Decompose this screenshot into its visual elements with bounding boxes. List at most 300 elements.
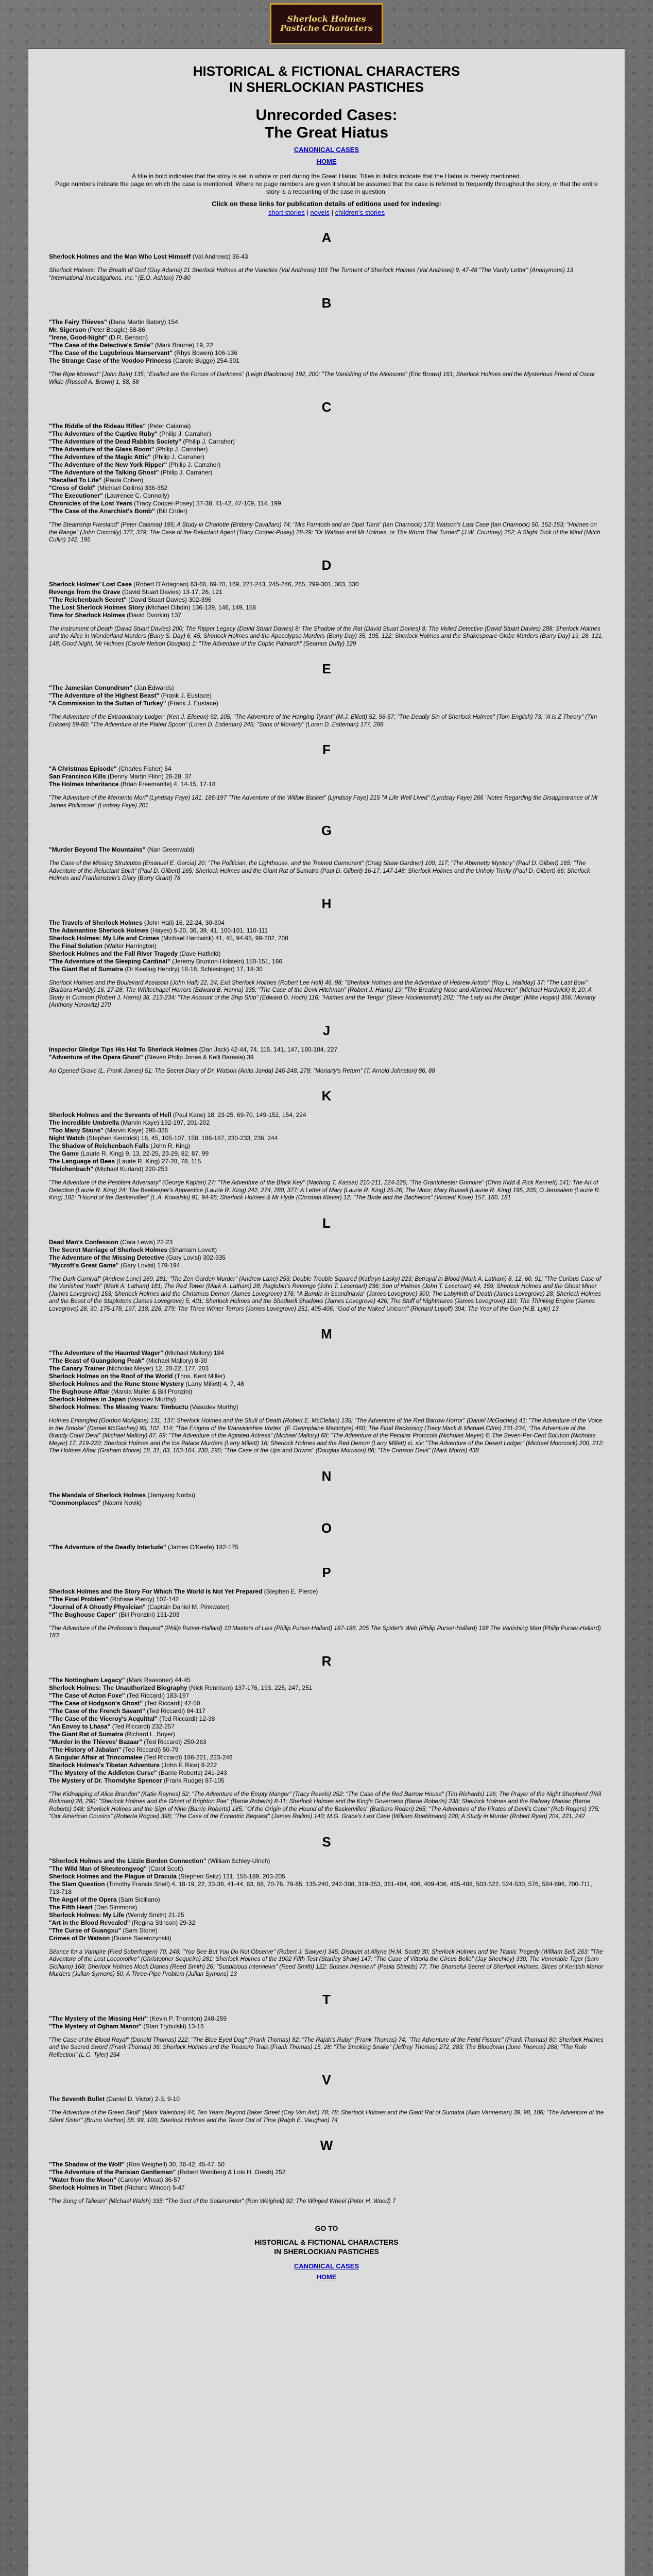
- entry-title: Time for Sherlock Holmes: [49, 611, 125, 619]
- list-item: [49, 588, 604, 596]
- list-item: [49, 1865, 604, 1873]
- short-stories-link[interactable]: short stories: [268, 209, 305, 216]
- page-title: [49, 63, 604, 95]
- section-letter: C: [321, 399, 332, 415]
- entry-title: "Recalled To Life": [49, 477, 102, 484]
- list-item: [49, 453, 604, 461]
- list-item: [49, 430, 604, 438]
- entry-details: (Larry Millett) 4, 7, 48: [184, 1380, 244, 1387]
- section-notes: "The Adventure of the Extraordinary Lodger" (Ken J. Eliseon) 92, 105; "The Adventure of the Hanging Tyrant" (M.J. Elliott) 52, 56-57; "The Deadly Sin of Sherlock Holmes" (Tom English) 73; "A is Z Theory" (Tim Eriksen) 59-60; "The Adventure of the Plated Spoon" (Loren D. Estleman) 245; "Sons of Moriarty" (Loren D. Estleman) 177, 288: [49, 714, 597, 728]
- list-item: [49, 1746, 604, 1754]
- list-item: [49, 1896, 604, 1904]
- section-notes: "The Kidnapping of Alice Brandon" (Katie Raynes) 52; "The Adventure of the Empty Manger" (Tracy Revels) 252; "The Case of the Red Barrow House" (Tim Richards) 196; The Prayer of the Night Shepherd (Phil Rickman) 28, 290; "Sherlock Holmes and the Ghost of Brighton Pier" (Barrie Roberts) 8-11; Sherlock Holmes and the King's Governess (Barrie Roberts) 238; Sherlock Holmes and the Railway Maniac (Barrie Roberts) 148; Sherlock Holmes and the Sign of Nine (Barrie Roberts) 185; "Of the Origin of the Hound of the Baskervilles" (Barbara Roden) 265; "The Adventure of the Pirates of Devil's Cape" (Rob Rogers) 375; "Our American Cousins" (Roberta Rogow) 398; "The Case of the Eccentric Bequest" (James Rollins) 140; M.G. Grace's Last Case (William Ruehlmann) 220; A Study in Murder (Robert Ryan) 204, 221, 242: [49, 1791, 602, 1820]
- list-item: [49, 1349, 604, 1357]
- entry-details: (Stephen Kendrick) 16, 45, 105-107, 158, 186-187, 230-233, 236, 244: [84, 1134, 278, 1142]
- entry-list: [49, 684, 604, 707]
- entry-details: (Richard Wincor) 5-47: [123, 2184, 185, 2191]
- list-item: [49, 2023, 604, 2030]
- list-item: [49, 477, 604, 484]
- entry-title: "The Beast of Guangdong Peak": [49, 1357, 145, 1364]
- list-item: [49, 700, 604, 707]
- list-item: [49, 1761, 604, 1769]
- entry-details: (Denny Martin Flinn) 26-28, 37: [106, 773, 192, 780]
- entry-details: (Michael Mallory) 184: [163, 1349, 224, 1357]
- entry-title: Revenge from the Grave: [49, 588, 121, 596]
- list-item: [49, 1919, 604, 1927]
- entry-list: [49, 1588, 604, 1619]
- entry-list: [49, 1046, 604, 1061]
- entry-details: (Mark Bourne) 19, 22: [153, 342, 214, 349]
- entry-title: "The Riddle of the Rideau Rifles": [49, 422, 146, 430]
- entry-details: (Sam Stone): [121, 1926, 158, 1934]
- list-item: [49, 334, 604, 342]
- entry-list: [49, 1544, 604, 1551]
- list-item: [49, 1165, 604, 1173]
- list-item: [49, 1372, 604, 1380]
- entry-title: "The Adventure of the Glass Room": [49, 446, 154, 453]
- list-item: [49, 1262, 604, 1269]
- entry-title: "Journal of A Ghostly Physician": [49, 1603, 146, 1611]
- section-notes: "The Case of the Blood Royal" (Donald Thomas) 222; "The Blue Eyed Dog" (Frank Thomas) 82; "The Rajah's Ruby" (Frank Thomas) 74; "The Adventure of the Fetid Fissure" (Frank Thomas) 80; Sherlock Holmes and the Sacred Sword (Frank Thomas) 36; Sherlock Holmes and the Treasure Train (Frank Thomas) 15, 28; "The Smoking Snake" (Jeffrey Thomas) 272, 283; The Bloodman (June Thomas) 288; "The Rale Reflection" (L.C. Tyler) 254: [49, 2037, 604, 2058]
- entry-details: (Carolyn Wheat) 36-57: [116, 2176, 181, 2183]
- list-item: [49, 1857, 604, 1865]
- entry-title: The Final Solution: [49, 942, 102, 950]
- section-notes: "The Adventure of the Green Skull" (Mark Valentine) 44; Ten Years Beyond Baker Street (Cay Van Ash) 78; 78; Sherlock Holmes and the Giant Rat of Sumatra (Alan Vanneman) 39, 98, 106; "The Adventure of the Silent Sister" (Bruno Vachon) 58, 99, 100; Sherlock Holmes and the Terror Out of Time (Ralph E. Vaughan) 74: [49, 2110, 604, 2124]
- section-o: [49, 1520, 604, 1551]
- entry-title: The Strange Case of the Voodoo Princess: [49, 357, 171, 364]
- list-item: [49, 1707, 604, 1715]
- entry-list: [49, 2095, 604, 2103]
- section-notes: Séance for a Vampire (Fred Saberhagen) 70, 248; "You See But You Do Not Observe" (Robert J. Sawyer) 345; Disquiet at Allyne (H.M. Scott) 30; Sherlock Holmes and the Titanic Tragedy (William Seil) 263; "The Adventure of the Lost Locomotive" (Christopher Sequeira) 281; Sherlock Holmes of the 1902 Fifth Test (Stanley Shaw) 147; "The Case of Vittoria the Circus Belle" (Jay Shechley) 330; The Venerable Tiger (Sam Siciliano) 168; Sherlock Holmes Mock Diaries (Reed Smith) 26; "Suspicious Interviews" (Reed Smith) 122; Sussex Interview" (Paula Shields) 77; The Shameful Secret of Sherlock Holmes: Slices of Kentish Manor Murders (Julian Symons) 50; A Three-Pipe Problem (Julian Symons) 13: [49, 1948, 604, 1977]
- entry-title: "The Final Problem": [49, 1595, 109, 1603]
- entry-details: (Michael Hardwick) 41, 45, 94-95, 99-202, 208: [159, 934, 288, 942]
- entry-details: (Lawrence C. Connolly): [102, 492, 169, 499]
- section-letter: D: [321, 557, 332, 573]
- entry-title: "The Adventure of the Sleeping Cardinal": [49, 957, 170, 965]
- section-j: [49, 1023, 604, 1075]
- list-item: [49, 846, 604, 854]
- entry-title: "The Bughouse Caper": [49, 1611, 117, 1618]
- section-v: [49, 2072, 604, 2124]
- entry-details: (Robert D'Artagnan) 63-66, 69-70, 169, 221-243, 245-246, 265, 299-301, 303, 330: [131, 580, 359, 588]
- entry-title: "Commonplaces": [49, 1499, 101, 1506]
- entry-details: (Frank Rudge) 87-105: [162, 1776, 225, 1784]
- entry-title: Sherlock Holmes in Japan: [49, 1396, 126, 1403]
- entry-details: (Ted Riccardi) 84-117: [145, 1707, 205, 1715]
- entry-title: "The Adventure of the Captive Ruby": [49, 430, 158, 437]
- list-item: [49, 2176, 604, 2184]
- list-item: [49, 942, 604, 950]
- list-item: [49, 1127, 604, 1134]
- list-item: [49, 1365, 604, 1372]
- entry-details: (Cara Lewis) 22-23: [118, 1238, 173, 1246]
- entry-title: "The Adventure of the Haunted Wager": [49, 1349, 163, 1357]
- list-item: [49, 357, 604, 365]
- entry-title: The Adamantine Sherlock Holmes: [49, 926, 149, 934]
- entry-title: "The Shadow of the Wolf": [49, 2161, 125, 2168]
- list-item: [49, 507, 604, 515]
- list-item: [49, 1880, 604, 1896]
- novels-link[interactable]: novels: [310, 209, 330, 216]
- entry-details: (Ted Riccardi) 12-38: [157, 1715, 215, 1722]
- footer-home-link[interactable]: HOME: [316, 2273, 337, 2281]
- list-item: [49, 318, 604, 326]
- entry-title: Inspector Gledge Tips His Hat To Sherlock Holmes: [49, 1045, 198, 1053]
- section-letter: P: [322, 1564, 331, 1580]
- list-item: [49, 692, 604, 700]
- section-letter: J: [322, 1022, 331, 1038]
- list-item: [49, 1715, 604, 1723]
- section-notes: The Case of the Missing Strutcutos (Emanuel E. Garcia) 20; "The Politician, the Lighthouse, and the Trained Cormorant" (Craig Shaw Gardner) 100, 117; "The Abernetty Mystery" (Paul D. Gilbert) 165; "The Adventure of the Reluctant Spirit" (Paul D. Gilbert) 165; Sherlock Holmes and the Giant Rat of Sumatra (Paul D. Gilbert) 16-17, 147-148; Sherlock Holmes and the Unholy Trinity (Paul D. Gilbert) 66; Sherlock Holmes and Frankenstein's Diary (Barry Grant) 78: [49, 860, 590, 882]
- entry-title: "The Reichenbach Secret": [49, 596, 127, 603]
- entry-title: Sherlock Holmes and the Fall River Tragedy: [49, 950, 178, 957]
- section-letter: E: [322, 661, 331, 676]
- entry-title: "Cross of Gold": [49, 484, 96, 492]
- entry-details: (Barrie Roberts) 241-243: [157, 1769, 227, 1776]
- section-notes: Sherlock Holmes: The Breath of God (Guy Adams) 21 Sherlock Holmes at the Varieties (Val Andrews) 103 The Torment of Sherlock Holmes (Val Andrews) 9, 47-48 "The Vanity Letter" (Anonymous) 13 "International Investigations, Inc." (E.O. Ashton) 79-80: [49, 267, 573, 281]
- entry-list: [49, 1111, 604, 1173]
- list-item: [49, 1927, 604, 1935]
- list-item: [49, 958, 604, 965]
- entry-title: "The Case of the Lugubrious Manservant": [49, 349, 173, 357]
- entry-title: Sherlock Holmes: The Missing Years: Timbuctu: [49, 1403, 188, 1411]
- list-item: [49, 2095, 604, 2103]
- entry-details: (Ted Riccardi) 183-197: [125, 1691, 190, 1699]
- entry-details: (Michael Collins) 336-352: [95, 484, 168, 492]
- entry-details: (John R. King): [149, 1142, 191, 1149]
- section-notes: "The Adventure of the Memento Mori" (Lyndsay Faye) 181, 186-197 "The Adventure of the Willow Basket" (Lyndsay Faye) 215 "A Life Well Lived" (Lyndsay Faye) 266 "Notes Regarding the Disappearance of Mr James Phillimore" (Lindsay Faye) 201: [49, 795, 598, 809]
- entry-title: "A Commission to the Sultan of Turkey": [49, 700, 166, 707]
- list-item: [49, 469, 604, 477]
- section-letter: V: [322, 2072, 331, 2088]
- list-item: [49, 349, 604, 357]
- entry-details: (Carol Scott): [146, 1865, 183, 1872]
- entry-title: Sherlock Holmes and the Servants of Hell: [49, 1111, 171, 1118]
- section-notes: "The Adventure of the Pestilent Adversary" (George Kaplan) 27; "The Adventure of the Black Key" (Nachiog T. Kassai) 210-211, 224-225; "The Grantchester Grimoire" (Chris Kidd & Rick Kennett) 141; The Art of Detection (Laurie R. King) 24; The Beekeeper's Apprentice (Laurie R. King) 242, 274, 280, 377; A Letter of Mary (Laurie R. King) 25-26; The Moor; Mary Russell (Laurie R. King) 195, 205; O Jerusalem (Laurie R. King) 182; "Hound of the Baskervilles" (L.A. Kowalski) 91, 94-95; Sherlock Holmes & Mr Hyde (Christian Klaver) 12; "The Bride and the Bachelors" (Vincent Kove) 157, 160, 181: [49, 1180, 600, 1201]
- list-item: [49, 1134, 604, 1142]
- list-item: [49, 446, 604, 453]
- entry-details: (Wendy Smith) 21-25: [124, 1911, 184, 1919]
- section-m: [49, 1326, 604, 1455]
- entry-title: Sherlock Holmes in Tibet: [49, 2184, 123, 2191]
- intro-line-2: Page numbers indicate the page on which the case is mentioned. Where no page numbers are given it should be assumed that the case is referred to frequently throughout the story, or that the entire story is a recounting of the case in question.: [55, 180, 598, 195]
- entry-list: [49, 581, 604, 619]
- list-item: [49, 684, 604, 692]
- entry-details: (Regina Stinson) 29-32: [130, 1919, 196, 1926]
- entry-details: (Peter Beagle) 58-86: [86, 326, 145, 333]
- entry-title: "The Adventure of the Parisian Gentleman": [49, 2168, 176, 2176]
- list-item: [49, 1588, 604, 1596]
- entry-details: (Tracy Cooper-Posey) 37-38, 41-42, 47-109, 114, 199: [132, 500, 281, 507]
- list-item: [49, 1119, 604, 1127]
- list-item: [49, 500, 604, 507]
- entry-details: (Charles Fisher) 64: [116, 765, 171, 772]
- section-letter: R: [321, 1653, 332, 1669]
- footer-title-line-2: IN SHERLOCKIAN PASTICHES: [274, 2247, 379, 2256]
- entry-details: (Philip J. Carraher): [167, 461, 221, 468]
- entry-title: San Francisco Kills: [49, 773, 106, 780]
- section-letter: A: [321, 230, 332, 245]
- section-g: [49, 823, 604, 883]
- footer-home-row: [49, 2273, 604, 2281]
- entry-title: Sherlock Holmes and the Man Who Lost Himself: [49, 253, 191, 260]
- section-letter: H: [321, 895, 332, 911]
- entry-details: (Vasudev Murthy): [126, 1396, 176, 1403]
- entry-details: (John F. Rice) 8-222: [159, 1761, 217, 1769]
- entry-details: (Gary Lovisi) 302-335: [164, 1253, 226, 1261]
- entry-list: [49, 765, 604, 788]
- entry-details: (Captain Daniel M. Pinkwater): [145, 1603, 230, 1611]
- entry-list: [49, 253, 604, 261]
- entry-details: (Ron Weighell) 30, 36-42, 45-47, 50: [125, 2161, 225, 2168]
- list-item: [49, 1544, 604, 1551]
- entry-title: The Game: [49, 1150, 79, 1157]
- entry-title: "Sherlock Holmes and the Lizzie Borden Connection": [49, 1857, 207, 1865]
- list-item: [49, 1254, 604, 1262]
- entry-details: (Stan Trybulski) 13-16: [142, 2022, 204, 2030]
- list-item: [49, 1935, 604, 1942]
- entry-details: (John Hall) 16, 22-24, 30-304: [142, 919, 225, 926]
- entry-details: (Nick Rennison) 137-176, 193, 225, 247, 251: [187, 1684, 313, 1691]
- list-item: [49, 1380, 604, 1388]
- list-item: [49, 253, 604, 261]
- entry-details: (Ted Riccardi) 186-221, 223-246: [142, 1753, 233, 1761]
- entry-title: "The Jamesian Conundrum": [49, 684, 133, 691]
- entry-details: (Sharriam Lovett): [167, 1246, 217, 1253]
- entry-details: (James O'Keefe) 182-175: [166, 1543, 239, 1551]
- entry-details: (Carole Bugge) 254-301: [171, 357, 239, 364]
- entry-details: (Walter Harrington): [102, 942, 157, 950]
- entry-details: (D.R. Benson): [107, 334, 148, 341]
- section-notes: Holmes Entangled (Gordon McAlpine) 131, 137; Sherlock Holmes and the Skull of Death (Robert E. McClellan) 135; "The Adventure of the Red Barrow Horror" (Daniel McGachey) 41; "The Adventure of the Voice in the Smoke" (Daniel McGachey) 95, 102, 114; "The Enigma of the Warwickshire Vortex" (F. Gwynplaine MacIntyre) 460; The Final Reckoning (Tracy Mack & Michael Citrin) 231-234; "The Adventure of the Brandy Court Devil" (Michael Mallory) 87, 89; "The Adventure of the Agitated Actress" (Michael Mallory) 68; "The Adventure of the Peculiar Protocols (Nicholas Meyer) 6; The Seven-Per-Cent Solution (Nicholas Meyer) 17, 219-220; Sherlock Holmes and the Ice Palace Murders (Larry Millett) 16; Sherlock Holmes and the Red Demon (Larry Millett) xi, xiv; "The Adventure of the Desert Lodger" (Michael Moorcock) 200, 212; The Holmes Affair (Graham Moore) 18, 31, 83, 163-164, 230, 295; "The Case of the Ups and Downs" (Douglas Morrison) 86; "The Crimson Devil" (Mark Morris) 438: [49, 1418, 604, 1454]
- entry-details: (Dan Jack) 42-44, 74, 115, 141, 147, 180-184, 227: [197, 1045, 338, 1053]
- entry-details: (Dave Hatfield): [178, 950, 221, 957]
- list-item: [49, 1492, 604, 1499]
- entry-title: Sherlock Holmes and the Plague of Dracula: [49, 1872, 177, 1880]
- entry-list: [49, 2015, 604, 2030]
- intro-line-1: A title in bold indicates that the story is set in whole or part during the Great Hiatus. Titles in italics indicate that the Hiatus is merely mentioned.: [132, 173, 521, 180]
- entry-title: "The Mystery of the Addleton Curse": [49, 1769, 157, 1776]
- entry-title: The Travels of Sherlock Holmes: [49, 919, 143, 926]
- entry-details: (Nan Greenwald): [145, 846, 195, 853]
- entry-details: (Vasudev Murthy): [188, 1403, 238, 1411]
- entry-title: "The History of Jabalan": [49, 1745, 122, 1753]
- entry-details: (Nicholas Meyer) 12, 20-22, 177, 203: [105, 1365, 209, 1372]
- list-item: [49, 1158, 604, 1165]
- entry-title: "Reichenbach": [49, 1165, 94, 1173]
- entry-details: (Jeremy Brunton-Holstein) 150-151, 166: [170, 957, 283, 965]
- list-item: [49, 1111, 604, 1119]
- entry-details: (Thos. Kent Miller): [173, 1372, 225, 1380]
- section-e: [49, 661, 604, 728]
- entry-details: (Michael Dibdin) 136-139, 146, 149, 156: [144, 603, 256, 611]
- index-sections: [49, 230, 604, 2206]
- list-item: [49, 919, 604, 927]
- entry-title: "The Adventure of the Deadly Interlude": [49, 1543, 166, 1551]
- entry-details: (David Stuart Davies) 302-396: [126, 596, 212, 603]
- entry-title: Sherlock Holmes's Tibetan Adventure: [49, 1761, 160, 1769]
- canonical-cases-link[interactable]: CANONICAL CASES: [294, 146, 359, 154]
- entry-title: "The Case of Hodgson's Ghost": [49, 1699, 143, 1707]
- entry-details: (Hayes) 5-20, 36, 39, 41, 100-101, 110-111: [148, 926, 268, 934]
- section-a: [49, 230, 604, 282]
- site-banner[interactable]: [270, 3, 383, 44]
- entry-title: "Art in the Blood Revealed": [49, 1919, 130, 1926]
- list-item: [49, 1911, 604, 1919]
- list-item: [49, 1403, 604, 1411]
- list-item: [49, 1723, 604, 1731]
- entry-title: Crimes of Dr Watson: [49, 1934, 110, 1942]
- list-item: [49, 1777, 604, 1785]
- list-item: [49, 1684, 604, 1692]
- footer-canonical-row: [49, 2262, 604, 2270]
- list-item: [49, 1239, 604, 1246]
- entry-details: (Ted Riccardi) 50-79: [121, 1745, 179, 1753]
- entry-title: The Giant Rat of Sumatra: [49, 1730, 124, 1738]
- entry-list: [49, 846, 604, 854]
- entry-list: [49, 318, 604, 365]
- entry-details: (Philip J. Carraher): [157, 430, 211, 437]
- entry-details: (Daniel D. Victor) 2-3, 9-10: [105, 2095, 180, 2103]
- section-letter: T: [322, 1991, 331, 2007]
- list-item: [49, 1499, 604, 1507]
- entry-title: "The Adventure of the Dead Rabbits Society": [49, 438, 181, 445]
- entry-details: (Frank J. Eustace): [166, 700, 218, 707]
- entry-title: The Shadow of Reichenbach Falls: [49, 1142, 149, 1149]
- entry-list: [49, 1857, 604, 1942]
- entry-details: (Richard L. Boyer): [123, 1730, 175, 1738]
- main-content: [28, 48, 625, 2576]
- entry-details: (Steven Philip Jones & Kelli Barasia) 39: [143, 1053, 254, 1061]
- entry-title: The Language of Bees: [49, 1158, 115, 1165]
- entry-details: (Ted Riccardi) 232-257: [110, 1722, 175, 1730]
- entry-title: "The Adventure of the Highest Beast": [49, 692, 160, 699]
- entry-details: (Bill Crider): [154, 507, 188, 515]
- entry-details: (Marcia Muller & Bill Pronzini): [109, 1388, 193, 1395]
- nav-home-row: [49, 158, 604, 165]
- list-item: [49, 1611, 604, 1619]
- entry-title: The Giant Rat of Sumatra: [49, 965, 124, 973]
- entry-details: (Bill Pronzini) 131-203: [117, 1611, 180, 1618]
- entry-details: (Robert Weinberg & Lois H. Gresh) 252: [176, 2168, 286, 2176]
- entry-details: (Naomi Novik): [100, 1499, 142, 1506]
- entry-details: (Rhys Bowen) 106-136: [173, 349, 238, 357]
- intro-text: [49, 173, 604, 196]
- list-item: [49, 1046, 604, 1054]
- entry-title: "Mycroft's Great Game": [49, 1261, 119, 1269]
- title-line-1: HISTORICAL & FICTIONAL CHARACTERS: [193, 63, 460, 79]
- list-item: [49, 342, 604, 349]
- entry-details: (Laurie R. King) 27-28, 78, 115: [115, 1158, 201, 1165]
- entry-title: "The Curse of Guangxu": [49, 1926, 122, 1934]
- entry-title: "An Envoy to Lhasa": [49, 1722, 111, 1730]
- list-item: [49, 1596, 604, 1603]
- list-item: [49, 422, 604, 430]
- section-b: [49, 295, 604, 386]
- childrens-stories-link[interactable]: children's stories: [335, 209, 385, 216]
- entry-details: (Philip J. Carraher): [159, 469, 213, 476]
- entry-title: Sherlock Holmes on the Roof of the World: [49, 1372, 173, 1380]
- entry-title: "The Executioner": [49, 492, 103, 499]
- entry-details: (Mark Reasoner) 44-45: [125, 1676, 191, 1684]
- entry-details: (Laurie R. King) 9, 13, 22-25, 23-29, 82, 87, 99: [79, 1150, 209, 1157]
- list-item: [49, 1769, 604, 1777]
- section-s: [49, 1834, 604, 1978]
- entry-title: Mr. Sigerson: [49, 326, 87, 333]
- entry-list: [49, 1239, 604, 1269]
- footer-canonical-cases-link[interactable]: CANONICAL CASES: [294, 2262, 359, 2270]
- entry-details: (Marvin Kaye) 192-197, 201-202: [119, 1119, 210, 1126]
- entry-details: (Timothy Francis Shell) 4, 18-19, 22, 33-38, 41-44, 63, 68, 70-76, 79-85, 135-240, 242-308, 319-353, 361-404, 406, 409-436, 465-488, 503-522, 524-530, 576, 584-696, 700-711, 713-718: [49, 1880, 592, 1895]
- entry-title: Dead Man's Confession: [49, 1238, 118, 1246]
- subtitle-line-2: The Great Hiatus: [264, 124, 389, 141]
- entry-details: (David Stuart Davies) 13-17, 26, 121: [120, 588, 222, 596]
- entry-title: "The Case of the Detective's Smile": [49, 342, 153, 349]
- entry-details: (Michael Mallory) 8-30: [144, 1357, 208, 1364]
- entry-details: (Dr Keeling Hendry) 16-18, Schlesinger) 17, 18-30: [123, 965, 263, 973]
- entry-title: Chronicles of the Lost Years: [49, 500, 132, 507]
- entry-title: "A Christmas Episode": [49, 765, 117, 772]
- entry-title: The Incredible Umbrella: [49, 1119, 119, 1126]
- entry-details: (Michael Kurland) 220-253: [93, 1165, 168, 1173]
- list-item: [49, 1388, 604, 1396]
- entry-details: (Rohase Piercy) 107-142: [108, 1595, 179, 1603]
- list-item: [49, 596, 604, 604]
- entry-title: "The Case of the Anarchist's Bomb": [49, 507, 155, 515]
- edition-links-label: Click on these links for publication details of editions used for indexing:: [212, 200, 441, 208]
- section-notes: "The Dark Carnival" (Andrew Lane) 269, 281; "The Zen Garden Murder" (Andrew Lane) 253; Double Trouble Squared (Kathryn Lasky) 223; Betrayal in Blood (Mark A. Latham) 8, 12, 60, 91; "The Curious Case of the Vanished Youth" (Mark A. Latham) 181; The Red Tower (Mark A. Latham) 28; Raglubin's Revenge (John T. Lescroart) 236; Son of Holmes (John T. Lescroart) 44, 159; Sherlock Holmes and the Ghost Miner (James Lovegrove) 153; Sherlock Holmes and the Christmas Demon (James Lovegrove) 176; "A Bundle in Scandinavia" (James Lovegrove) 300; The Labyrinth of Death (James Lovegrove) 28; Sherlock Holmes and the Beast of the Stapletons (James Lovegrove) 5, 401; Sherlock Holmes and the Shadwell Shadows (James Lovegrove) 426; The Stuff of Nightmares (James Lovegrove) 110; The Thinking Engine (James Lovegrove) 28, 30, 175-178, 197, 218, 226, 279; The Three Winter Terrors (James Lovegrove) 251, 405-406; "God of the Naked Unicorn" (Richard Lupoff) 304; The Year of the Gun (H.B. Lyle) 13: [49, 1276, 602, 1312]
- list-item: [49, 2161, 604, 2168]
- entry-title: "The Wild Man of Sheuteongvog": [49, 1865, 147, 1872]
- section-letter: O: [321, 1520, 332, 1536]
- entry-details: (Jamyang Norbu): [146, 1491, 196, 1499]
- section-notes: An Opened Grave (L. Frank James) 51; The Secret Diary of Dr. Watson (Anita Janda) 246-248, 278; "Moriarty's Return" (T. Arnold Johnston) 86, 88: [49, 1067, 435, 1074]
- list-item: [49, 773, 604, 781]
- entry-title: "Murder in the Thieves' Bazaar": [49, 1738, 142, 1745]
- subtitle-line-1: Unrecorded Cases:: [255, 107, 398, 124]
- list-item: [49, 484, 604, 492]
- entry-list: [49, 422, 604, 515]
- entry-title: The Slam Question: [49, 1880, 105, 1888]
- section-letter: K: [321, 1088, 332, 1104]
- entry-details: (Paula Cohen): [101, 477, 144, 484]
- section-letter: M: [321, 1326, 332, 1342]
- list-item: [49, 950, 604, 958]
- list-item: [49, 965, 604, 973]
- footer-title-line-1: HISTORICAL & FICTIONAL CHARACTERS: [254, 2238, 399, 2246]
- list-item: [49, 1731, 604, 1738]
- entry-title: The Mandala of Sherlock Holmes: [49, 1491, 146, 1499]
- list-item: [49, 1142, 604, 1150]
- section-n: [49, 1468, 604, 1507]
- list-item: [49, 2015, 604, 2023]
- section-letter: S: [322, 1834, 331, 1850]
- entry-details: (William Schley-Ulrich): [206, 1857, 270, 1865]
- list-item: [49, 1396, 604, 1403]
- edition-links: short stories | novels | children's stories: [268, 209, 385, 216]
- section-notes: Sherlock Holmes and the Boulevard Assassin (John Hall) 22, 24; Exit Sherlock Holmes (Robert Lee Hall) 46, 98; "Sherlock Holmes and the Adventure of Hebrew Artists" (Roy L. Halliday) 37; "The Last Bow" (Barbara Hambly) 16, 27-28; The Whitechapel Horrors (Edward B. Hanna) 335; "The Case of the Devil Hitchman" (Robert J. Harris) 19; "The Breaking Nose and Alarmed Mounter" (Michael Hardwick) 8; 20; A Study in Crimson (Robert J. Harris) 38, 213-234; "The Account of the Ship Ship" (Edward D. Hoch) 116; "Holmes and the Tengu" (Steve Hockensmith) 202; "The Lady on the Bridge" (Mike Hogan) 356; Moriarty (Anthony Horowitz) 270: [49, 979, 596, 1008]
- list-item: [49, 2168, 604, 2176]
- list-item: [49, 438, 604, 446]
- entry-title: Sherlock Holmes: My Life: [49, 1911, 125, 1919]
- list-item: [49, 1700, 604, 1707]
- section-notes: "The Adventure of the Professor's Bequest" (Philip Purser-Hallard) 10 Masters of Lies (Philip Purser-Hallard) 187-188, 205 The Spider's Web (Philip Purser-Hallard) 198 The Vanishing Man (Philip Purser-Hallard) 183: [49, 1625, 601, 1639]
- home-link[interactable]: HOME: [316, 158, 337, 165]
- entry-title: "The Mystery of Ogham Manor": [49, 2022, 142, 2030]
- list-item: [49, 935, 604, 942]
- footer-goto: GO TO: [315, 2224, 338, 2232]
- list-item: [49, 1603, 604, 1611]
